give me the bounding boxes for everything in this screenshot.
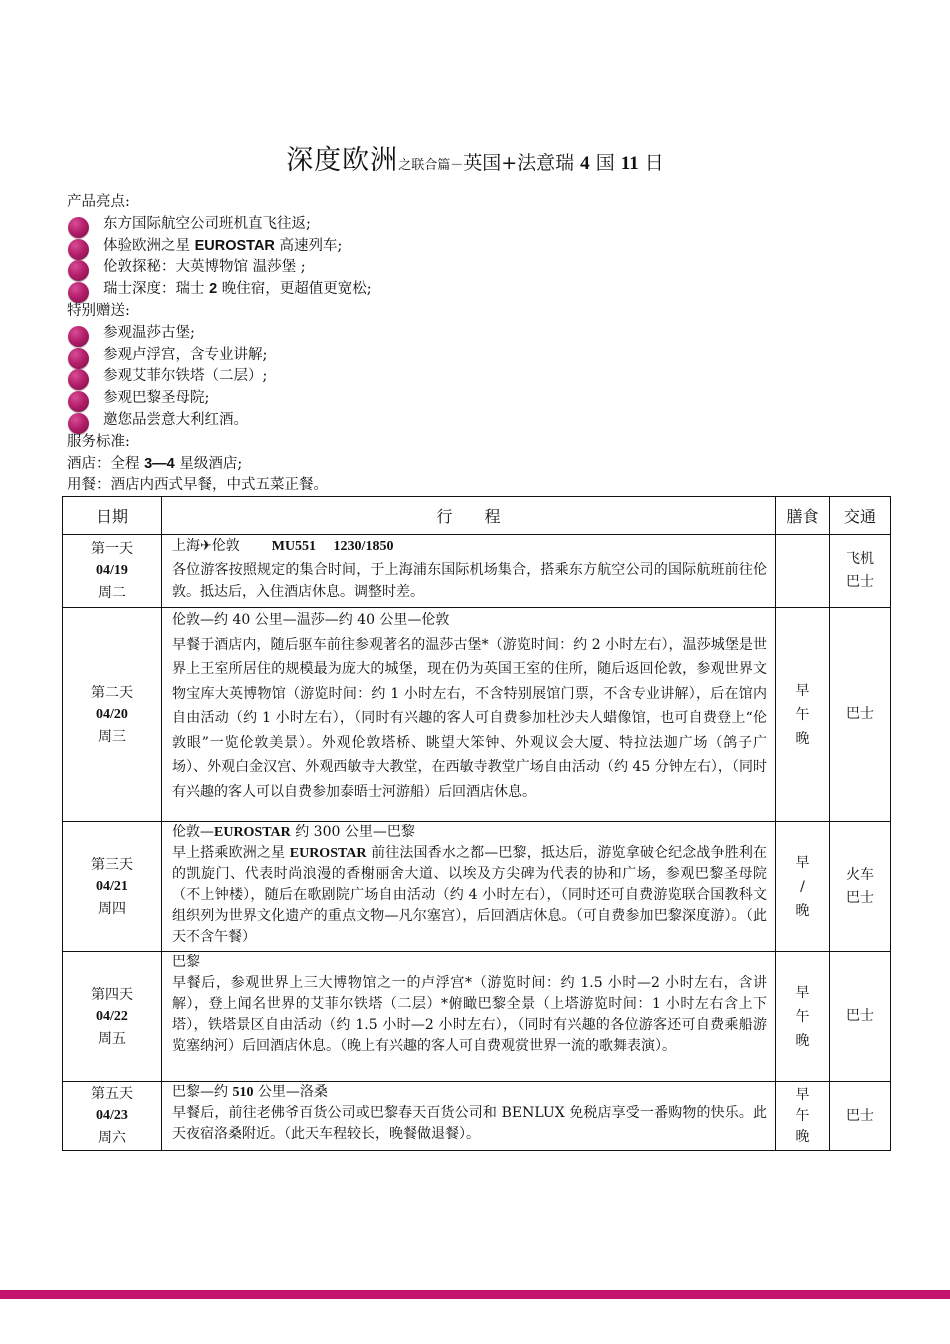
hotel-suffix: 星级酒店; bbox=[174, 455, 243, 472]
transport-cell bbox=[830, 608, 891, 822]
highlight-text: 体验欧洲之星 bbox=[103, 237, 195, 254]
day-cell bbox=[63, 1082, 162, 1151]
gift-item bbox=[67, 345, 887, 367]
transport-cell bbox=[830, 822, 891, 952]
route-line bbox=[172, 822, 767, 843]
transport-cell bbox=[830, 535, 891, 608]
header-itinerary: 行 程 bbox=[162, 497, 776, 535]
table-header-row bbox=[63, 497, 891, 535]
highlights-list bbox=[67, 214, 887, 301]
day-date: 04/20 bbox=[96, 706, 128, 722]
gift-text: 参观温莎古堡; bbox=[103, 324, 195, 341]
route-train: EUROSTAR bbox=[214, 825, 291, 840]
meal-item: 早 bbox=[795, 1086, 810, 1103]
highlight-text: 东方国际航空公司班机直飞往返; bbox=[103, 215, 311, 232]
route-text-post: 约 300 公里—巴黎 bbox=[290, 824, 415, 840]
transport-item: 巴士 bbox=[846, 1107, 874, 1124]
meal-cell bbox=[776, 535, 830, 608]
desc-pre: 早上搭乘欧洲之星 bbox=[172, 845, 290, 861]
title-unit-days: 日 bbox=[644, 152, 664, 174]
highlight-text-post: 晚住宿，更超值更宽松; bbox=[217, 281, 372, 298]
title-countries: 英国+法意瑞 bbox=[463, 152, 575, 174]
day-date: 04/23 bbox=[96, 1108, 128, 1123]
transport-item: 巴士 bbox=[846, 1008, 874, 1024]
day-cell bbox=[63, 608, 162, 822]
header-meals: 膳食 bbox=[776, 497, 830, 535]
gifts-list bbox=[67, 323, 887, 432]
gift-text: 参观卢浮宫，含专业讲解; bbox=[103, 346, 268, 363]
day-cell bbox=[63, 535, 162, 608]
day-label: 第四天 bbox=[91, 986, 133, 1003]
highlight-strong: EUROSTAR bbox=[194, 237, 275, 254]
bullet-icon bbox=[68, 282, 89, 303]
highlight-strong: 2 bbox=[209, 281, 218, 298]
route-text: 巴黎—约 bbox=[172, 1084, 233, 1100]
itinerary-desc: 早餐于酒店内，随后驱车前往参观著名的温莎古堡*（游览时间：约 2 小时左右），温莎城堡是世界上王室所居住的规模最为庞大的城堡，现在仍为英国王室的住所，随后返回伦敦，参观世界文物宝库大英博物馆（游览时间：约 1 小时左右，不含特别展馆门票，不含专业讲解），后在馆内自由活动（约 1 小时左右），（同时有兴趣的客人可自费参加杜沙夫人蜡像馆，也可自费登上“伦敦眼”一览伦敦美景）。外观伦敦塔桥、眺望大笨钟、外观议会大厦、特拉法迦广场（鸽子广场）、外观白金汉宫、外观西敏寺大教堂，在西敏寺教堂广场自由活动（约 45 分钟左右），（同时有兴趣的客人可以自费参加泰晤士河游船）后回酒店休息。 bbox=[172, 636, 767, 800]
transport-item: 巴士 bbox=[846, 889, 874, 906]
standards-heading: 服务标准: bbox=[67, 433, 130, 450]
route-line bbox=[172, 1082, 767, 1103]
title-main: 深度欧洲 bbox=[286, 145, 399, 176]
gift-item bbox=[67, 388, 887, 410]
table-row bbox=[63, 822, 891, 952]
itinerary-cell bbox=[162, 952, 776, 1082]
desc-train: EUROSTAR bbox=[289, 846, 367, 861]
itinerary-cell bbox=[162, 608, 776, 822]
highlight-text: 伦敦探秘：大英博物馆 温莎堡 ; bbox=[103, 259, 306, 276]
meal-item: 午 bbox=[795, 1008, 810, 1025]
table-row bbox=[63, 1082, 891, 1151]
transport-item: 巴士 bbox=[846, 574, 874, 590]
meal-item: / bbox=[800, 878, 805, 895]
desc-text: 前往法国香水之都—巴黎，抵达后，游览拿破仑纪念战争胜利在的凯旋门、代表时尚浪漫的香榭丽舍大道、以埃及方尖碑为代表的协和广场，参观巴黎圣母院（不上钟楼），随后在歌剧院广场自由活动（约 4 小时左右），（同时还可自费游览联合国教科文组织列为世界文化遗产的重点文物—凡尔塞宫），后回酒店休息。（可自费参加巴黎深度游）。（此天不含午餐） bbox=[172, 845, 767, 945]
title-unit-countries: 国 bbox=[595, 152, 615, 174]
gift-text: 参观巴黎圣母院; bbox=[103, 390, 210, 407]
highlight-text-post: 高速列车; bbox=[274, 237, 343, 254]
itinerary-cell bbox=[162, 822, 776, 952]
transport-item: 火车 bbox=[846, 866, 874, 883]
itinerary-desc: 各位游客按照规定的集合时间，于上海浦东国际机场集合，搭乘东方航空公司的国际航班前往伦敦。抵达后，入住酒店休息。调整时差。 bbox=[172, 561, 767, 600]
day-cell bbox=[63, 952, 162, 1082]
meal-cell bbox=[776, 822, 830, 952]
table-row bbox=[63, 952, 891, 1082]
day-weekday: 周五 bbox=[98, 1030, 126, 1047]
route-text-post: 公里—洛桑 bbox=[253, 1084, 328, 1100]
day-date: 04/21 bbox=[96, 878, 128, 894]
day-weekday: 周六 bbox=[98, 1130, 126, 1146]
meal-cell bbox=[776, 1082, 830, 1151]
day-label: 第三天 bbox=[91, 856, 133, 873]
itinerary-desc: 早餐后，前往老佛爷百货公司或巴黎春天百货公司和 BENLUX 免税店享受一番购物的快乐。此天夜宿洛桑附近。（此天车程较长，晚餐做退餐）。 bbox=[172, 1105, 767, 1142]
transport-cell bbox=[830, 1082, 891, 1151]
day-date: 04/22 bbox=[96, 1008, 128, 1024]
bullet-icon bbox=[68, 413, 89, 434]
highlight-item bbox=[67, 257, 887, 279]
gift-item bbox=[67, 323, 887, 345]
route-line bbox=[172, 535, 767, 559]
meal-item: 午 bbox=[795, 706, 810, 723]
route-line: 伦敦—约 40 公里—温莎—约 40 公里—伦敦 bbox=[172, 612, 450, 628]
meal-standard: 用餐：酒店内西式早餐，中式五菜正餐。 bbox=[67, 477, 328, 494]
document-title bbox=[0, 138, 950, 177]
meal-item: 晚 bbox=[795, 1128, 810, 1145]
gift-item bbox=[67, 366, 887, 388]
title-sub: 之联合篇－ bbox=[398, 158, 464, 173]
meal-item: 早 bbox=[795, 854, 810, 871]
highlight-text: 瑞士深度：瑞士 bbox=[103, 281, 210, 298]
day-date: 04/19 bbox=[96, 563, 128, 578]
highlight-item bbox=[67, 214, 887, 236]
gift-item bbox=[67, 410, 887, 432]
itinerary-desc bbox=[172, 843, 767, 948]
itinerary-cell bbox=[162, 535, 776, 608]
day-weekday: 周三 bbox=[98, 728, 126, 745]
meal-cell bbox=[776, 952, 830, 1082]
day-cell bbox=[63, 822, 162, 952]
day-label: 第二天 bbox=[91, 684, 133, 701]
route-text: 伦敦— bbox=[172, 824, 214, 840]
meal-cell bbox=[776, 608, 830, 822]
meal-item: 晚 bbox=[795, 1032, 810, 1049]
day-label: 第五天 bbox=[91, 1086, 133, 1102]
route-line: 巴黎 bbox=[172, 954, 200, 970]
meal-item: 午 bbox=[795, 1107, 810, 1124]
footer-accent-bar bbox=[0, 1290, 950, 1299]
itinerary-cell bbox=[162, 1082, 776, 1151]
transport-cell bbox=[830, 952, 891, 1082]
day-label: 第一天 bbox=[91, 541, 133, 557]
highlight-item bbox=[67, 236, 887, 258]
day-weekday: 周四 bbox=[98, 900, 126, 917]
itinerary-desc: 早餐后，参观世界上三大博物馆之一的卢浮宫*（游览时间：约 1.5 小时—2 小时左右，含讲解），登上闻名世界的艾菲尔铁塔（二层）*俯瞰巴黎全景（上塔游览时间：1 小时左右含上下塔），铁塔景区自由活动（约 1.5 小时—2 小时左右），（同时有兴趣的各位游客还可自费乘船游览塞纳河）后回酒店休息。（晚上有兴趣的客人可自费观赏世界一流的歌舞表演）。 bbox=[172, 975, 767, 1054]
meal-item: 早 bbox=[795, 682, 810, 699]
gift-text: 邀您品尝意大利红酒。 bbox=[103, 411, 248, 428]
highlight-item bbox=[67, 279, 887, 301]
transport-item: 巴士 bbox=[846, 706, 874, 722]
intro-block bbox=[67, 192, 887, 497]
header-date: 日期 bbox=[63, 497, 162, 535]
itinerary-table bbox=[62, 496, 891, 1151]
meal-item: 晚 bbox=[795, 730, 810, 747]
table-row bbox=[63, 608, 891, 822]
highlights-heading: 产品亮点: bbox=[67, 194, 130, 210]
route-distance: 510 bbox=[232, 1085, 254, 1100]
hotel-stars: 3—4 bbox=[144, 455, 175, 472]
title-num-countries: 4 bbox=[580, 153, 590, 174]
gift-text: 参观艾菲尔铁塔（二层）; bbox=[103, 368, 268, 385]
hotel-label: 酒店：全程 bbox=[67, 455, 145, 472]
hotel-standard bbox=[67, 454, 887, 476]
day-weekday: 周二 bbox=[98, 585, 126, 601]
route-text: 上海✈伦敦 bbox=[172, 538, 240, 554]
meal-item: 晚 bbox=[795, 902, 810, 919]
transport-item: 飞机 bbox=[846, 551, 874, 567]
meal-item: 早 bbox=[795, 984, 810, 1001]
flight-info: MU551 1230/1850 bbox=[271, 539, 394, 554]
header-transport: 交通 bbox=[830, 497, 891, 535]
gifts-heading: 特别赠送: bbox=[67, 302, 130, 319]
table-row bbox=[63, 535, 891, 608]
title-num-days: 11 bbox=[620, 153, 639, 174]
